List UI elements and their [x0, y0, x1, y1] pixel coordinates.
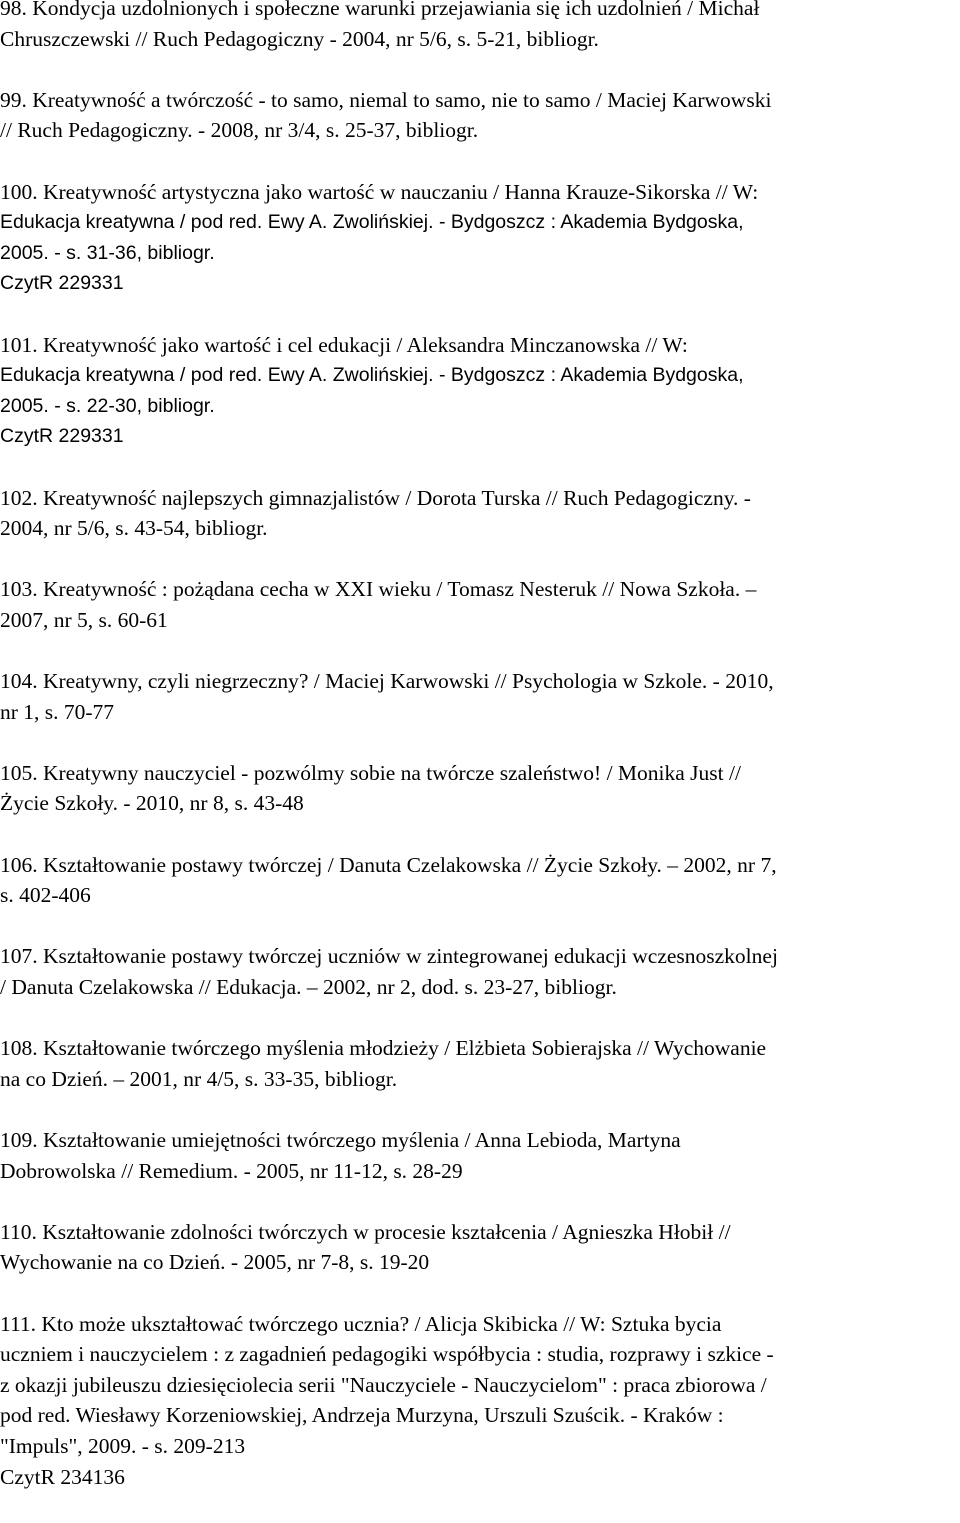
bibliography-entry-102	[0, 483, 955, 544]
entry-line: Edukacja kreatywna / pod red. Ewy A. Zwolińskiej. - Bydgoszcz : Akademia Bydgoska,	[0, 364, 744, 387]
entry-line: 2005. - s. 22-30, bibliogr.	[0, 394, 215, 417]
entry-line: Chruszczewski // Ruch Pedagogiczny - 2004, nr 5/6, s. 5-21, bibliogr.	[0, 26, 599, 51]
entry-line: 104. Kreatywny, czyli niegrzeczny? / Maciej Karwowski // Psychologia w Szkole. - 2010,	[0, 669, 774, 694]
bibliography-entry-101	[0, 330, 955, 452]
entry-line: CzytR 229331	[0, 272, 124, 295]
bibliography-entry-100	[0, 177, 955, 299]
entry-line: / Danuta Czelakowska // Edukacja. – 2002, nr 2, dod. s. 23-27, bibliogr.	[0, 975, 617, 999]
entry-line: 106. Kształtowanie postawy twórczej / Danuta Czelakowska // Życie Szkoły. – 2002, nr 7,	[0, 852, 777, 877]
entry-line: 100. Kreatywność artystyczna jako wartość w nauczaniu / Hanna Krauze-Sikorska // W:	[0, 179, 759, 204]
entry-line: CzytR 229331	[0, 425, 124, 448]
entry-line: 111. Kto może ukształtować twórczego ucznia? / Alicja Skibicka // W: Sztuka bycia	[0, 1311, 722, 1336]
bibliography-entry-111	[0, 1309, 955, 1493]
bibliography-entry-103	[0, 574, 955, 635]
entry-line: // Ruch Pedagogiczny. - 2008, nr 3/4, s. 25-37, bibliogr.	[0, 118, 479, 143]
bibliography-entry-99	[0, 85, 955, 146]
entry-line: Edukacja kreatywna / pod red. Ewy A. Zwolińskiej. - Bydgoszcz : Akademia Bydgoska,	[0, 211, 744, 234]
bibliography-entry-98	[0, 0, 955, 54]
entry-line: s. 402-406	[0, 883, 91, 908]
bibliography-entry-104	[0, 666, 955, 727]
bibliography-entry-110	[0, 1217, 955, 1278]
entry-line: 107. Kształtowanie postawy twórczej uczniów w zintegrowanej edukacji wczesnoszkolnej	[0, 944, 778, 969]
entry-line: "Impuls", 2009. - s. 209-213	[0, 1433, 246, 1458]
entry-line: uczniem i nauczycielem : z zagadnień pedagogiki współbycia : studia, rozprawy i szkice -	[0, 1342, 774, 1367]
entry-line: 99. Kreatywność a twórczość - to samo, niemal to samo, nie to samo / Maciej Karwowski	[0, 87, 772, 112]
entry-line: 103. Kreatywność : pożądana cecha w XXI wieku / Tomasz Nesteruk // Nowa Szkoła. –	[0, 577, 757, 602]
entry-line: Dobrowolska // Remedium. - 2005, nr 11-12, s. 28-29	[0, 1158, 463, 1183]
entry-line: 110. Kształtowanie zdolności twórczych w procesie kształcenia / Agnieszka Hłobił //	[0, 1219, 731, 1244]
entry-line: 108. Kształtowanie twórczego myślenia młodzieży / Elżbieta Sobierajska // Wychowanie	[0, 1036, 767, 1061]
bibliography-entry-108	[0, 1033, 955, 1094]
entry-line: 98. Kondycja uzdolnionych i społeczne warunki przejawiania się ich uzdolnień / Michał	[0, 0, 760, 20]
bibliography-entry-109	[0, 1125, 955, 1186]
entry-line: pod red. Wiesławy Korzeniowskiej, Andrzeja Murzyna, Urszuli Szuścik. - Kraków :	[0, 1403, 724, 1428]
entry-line: 109. Kształtowanie umiejętności twórczego myślenia / Anna Lebioda, Martyna	[0, 1127, 681, 1152]
entry-line: 2004, nr 5/6, s. 43-54, bibliogr.	[0, 516, 268, 541]
entry-line: z okazji jubileuszu dziesięciolecia serii "Nauczyciele - Nauczycielom" : praca zbiorowa /	[0, 1372, 767, 1397]
entry-line: nr 1, s. 70-77	[0, 699, 115, 724]
bibliography-entry-105	[0, 758, 955, 819]
bibliography-entry-107	[0, 941, 955, 1002]
entry-line: 102. Kreatywność najlepszych gimnazjalistów / Dorota Turska // Ruch Pedagogiczny. -	[0, 485, 751, 510]
entry-line: Wychowanie na co Dzień. - 2005, nr 7-8, s. 19-20	[0, 1250, 430, 1275]
entry-line: 105. Kreatywny nauczyciel - pozwólmy sobie na twórcze szaleństwo! / Monika Just //	[0, 760, 741, 785]
entry-line: 2005. - s. 31-36, bibliogr.	[0, 241, 215, 264]
entry-line: 2007, nr 5, s. 60-61	[0, 607, 168, 632]
bibliography-entry-106	[0, 850, 955, 911]
entry-line: Życie Szkoły. - 2010, nr 8, s. 43-48	[0, 791, 304, 816]
entry-line: 101. Kreatywność jako wartość i cel edukacji / Aleksandra Minczanowska // W:	[0, 332, 688, 357]
entry-line: na co Dzień. – 2001, nr 4/5, s. 33-35, bibliogr.	[0, 1066, 398, 1091]
entry-line: CzytR 234136	[0, 1464, 125, 1489]
